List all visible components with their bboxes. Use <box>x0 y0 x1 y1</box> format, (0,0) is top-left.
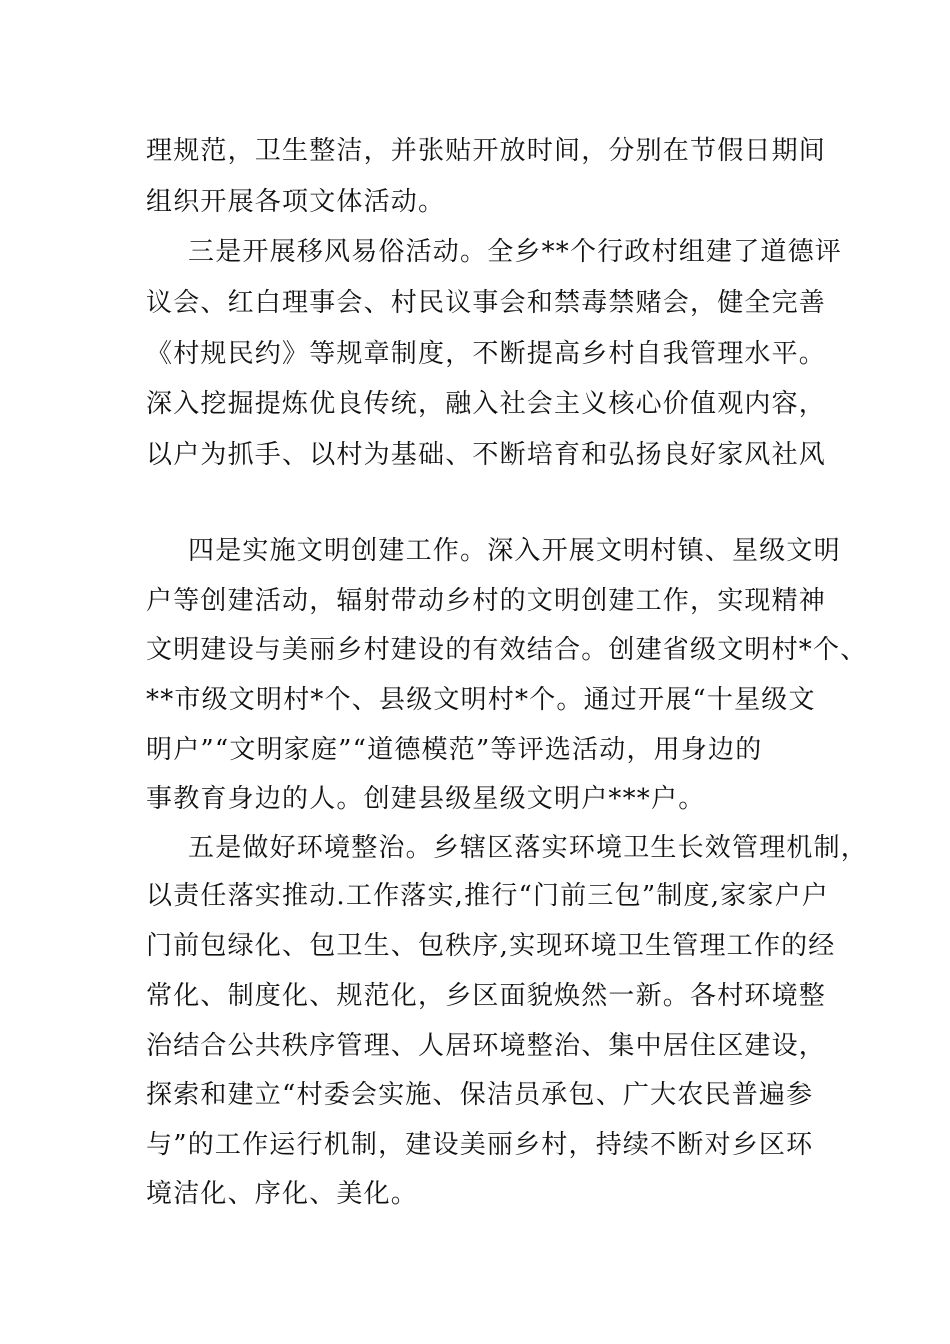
text-line: 以户为抓手、以村为基础、不断培育和弘扬良好家风社风 <box>146 440 827 470</box>
text-line: 五是做好环境整治。乡辖区落实环境卫生长效管理机制， <box>188 833 869 863</box>
text-line: 常化、制度化、规范化，乡区面貌焕然一新。各村环境整 <box>146 981 827 1011</box>
text-line: 以责任落实推动.工作落实,推行“门前三包”制度,家家户户 <box>146 881 829 911</box>
text-line: 境洁化、序化、美化。 <box>146 1179 419 1209</box>
text-line: 理规范，卫生整洁，并张贴开放时间，分别在节假日期间 <box>146 136 827 166</box>
text-line: 三是开展移风易俗活动。全乡**个行政村组建了道德评 <box>188 237 843 267</box>
text-line: 门前包绿化、包卫生、包秩序,实现环境卫生管理工作的经 <box>146 931 836 961</box>
text-line: 探索和建立“村委会实施、保洁员承包、广大农民普遍参 <box>146 1080 814 1110</box>
text-line: 议会、红白理事会、村民议事会和禁毒禁赌会，健全完善 <box>146 288 827 318</box>
text-line: 户等创建活动，辐射带动乡村的文明创建工作，实现精神 <box>146 586 827 616</box>
text-line: 与”的工作运行机制，建设美丽乡村，持续不断对乡区环 <box>146 1130 814 1160</box>
text-line: 深入挖掘提炼优良传统，融入社会主义核心价值观内容， <box>146 389 827 419</box>
text-line: 文明建设与美丽乡村建设的有效结合。创建省级文明村*个、 <box>146 635 868 665</box>
text-line: 四是实施文明创建工作。深入开展文明村镇、星级文明 <box>188 536 841 566</box>
text-line: **市级文明村*个、县级文明村*个。通过开展“十星级文 <box>146 685 816 715</box>
text-line: 事教育身边的人。创建县级星级文明户***户。 <box>146 784 706 814</box>
text-line: 明户”“文明家庭”“道德模范”等评选活动，用身边的 <box>146 735 763 765</box>
text-line: 《村规民约》等规章制度，不断提高乡村自我管理水平。 <box>146 339 827 369</box>
text-line: 组织开展各项文体活动。 <box>146 187 446 217</box>
text-line: 治结合公共秩序管理、人居环境整治、集中居住区建设， <box>146 1031 827 1061</box>
